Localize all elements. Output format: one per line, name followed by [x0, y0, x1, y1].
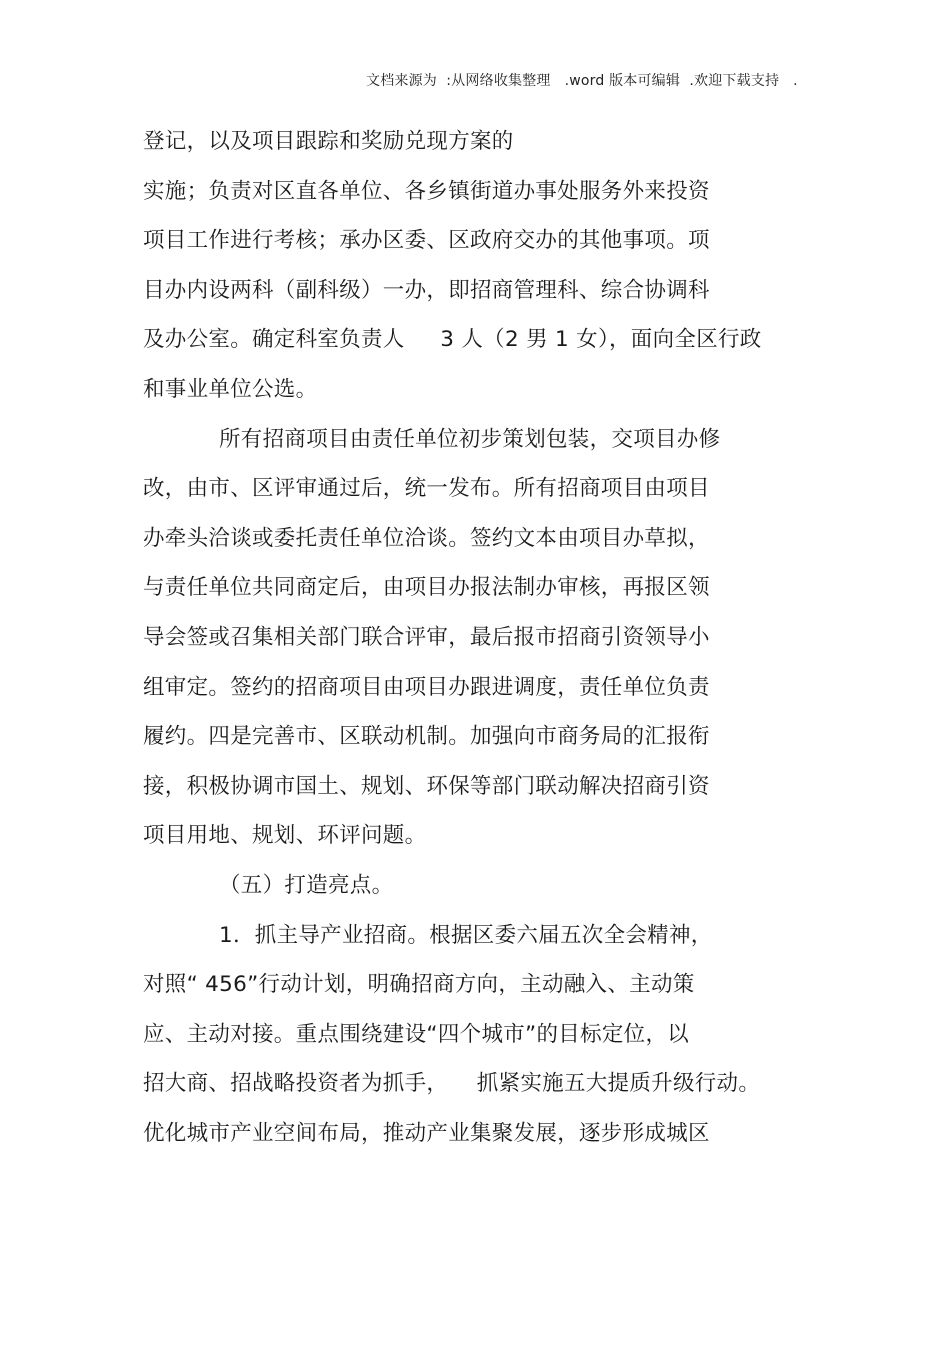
body-line: 接，积极协调市国土、规划、环保等部门联动解决招商引资: [143, 773, 710, 799]
body-line: 应、主动对接。重点围绕建设“四个城市”的目标定位，以: [143, 1021, 690, 1047]
header-source-note: 文档来源为 :从网络收集整理 .word 版本可编辑 .欢迎下载支持 .: [366, 73, 798, 89]
body-line: 办牵头洽谈或委托责任单位洽谈。签约文本由项目办草拟，: [143, 525, 710, 551]
body-line: 目办内设两科（副科级）一办，即招商管理科、综合协调科: [143, 277, 710, 303]
body-line: 及办公室。确定科室负责人 3 人（2 男 1 女），面向全区行政: [143, 327, 762, 353]
body-line: 对照“ 456”行动计划，明确招商方向，主动融入、主动策: [143, 972, 695, 998]
body-line: 优化城市产业空间布局，推动产业集聚发展，逐步形成城区: [143, 1120, 710, 1146]
body-line: 登记，以及项目跟踪和奖励兑现方案的: [143, 129, 514, 154]
body-line: 组审定。签约的招商项目由项目办跟进调度，责任单位负责: [143, 674, 710, 700]
body-line: 实施；负责对区直各单位、各乡镇街道办事处服务外来投资: [143, 178, 710, 204]
body-line: 招大商、招战略投资者为抓手， 抓紧实施五大提质升级行动。: [143, 1071, 761, 1097]
section-heading: （五）打造亮点。: [219, 872, 394, 898]
body-line: 项目工作进行考核；承办区委、区政府交办的其他事项。项: [143, 228, 710, 254]
body-line: 与责任单位共同商定后，由项目办报法制办审核，再报区领: [143, 575, 710, 601]
body-line: 导会签或召集相关部门联合评审，最后报市招商引资领导小: [143, 624, 710, 650]
paragraph-first-line: 所有招商项目由责任单位初步策划包装，交项目办修: [219, 426, 721, 452]
body-line: 履约。四是完善市、区联动机制。加强向市商务局的汇报衔: [143, 724, 710, 750]
body-line: 项目用地、规划、环评问题。: [143, 823, 427, 849]
document-body: [143, 122, 823, 1163]
paragraph-first-line: 1．抓主导产业招商。根据区委六届五次全会精神，: [219, 922, 713, 948]
body-line: 改，由市、区评审通过后，统一发布。所有招商项目由项目: [143, 476, 710, 502]
body-line: 和事业单位公选。: [143, 376, 318, 402]
